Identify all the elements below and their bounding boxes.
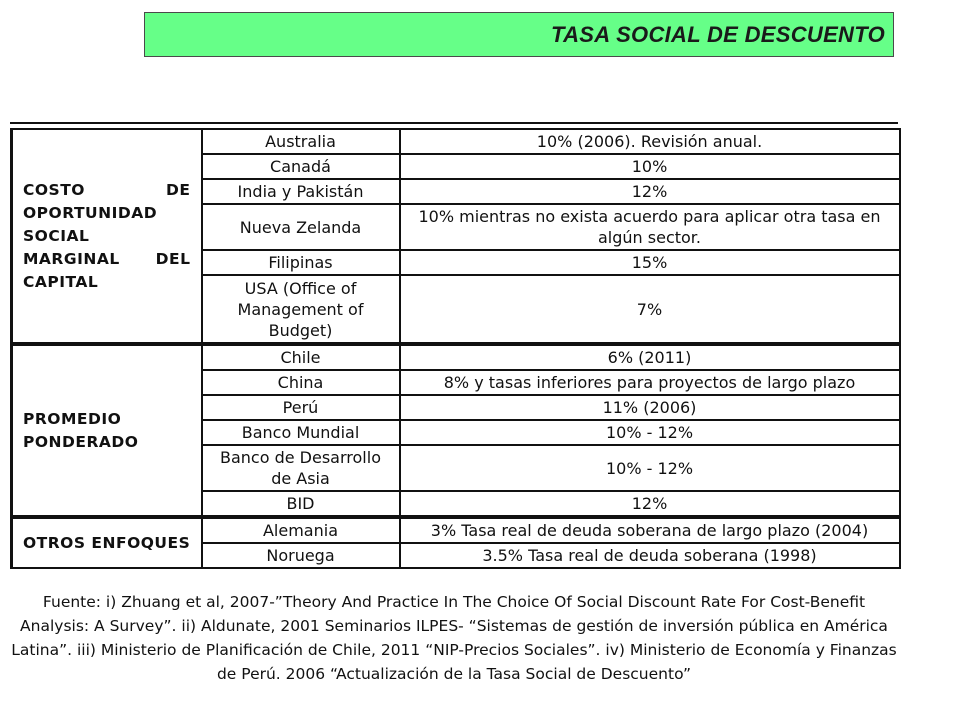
table-row — [12, 129, 900, 154]
rate-cell: 3% Tasa real de deuda soberana de largo plazo (2004) — [400, 517, 900, 543]
country-cell: USA (Office of Management of Budget) — [202, 275, 400, 344]
rate-cell: 15% — [400, 250, 900, 275]
country-cell: Banco Mundial — [202, 420, 400, 445]
source-citation: Fuente: i) Zhuang et al, 2007-”Theory And Practice In The Choice Of Social Discount Rate For Cost-Benefit Analysis: A Survey”. ii) Aldunate, 2001 Seminarios ILPES- “Sistemas de gestión de inversión pública en América Latina”. iii) Ministerio de Planificación de Chile, 2011 “NIP-Precios Sociales”. iv) Ministerio de Economía y Finanzas de Perú. 2006 “Actualización de la Tasa Social de Descuento” — [11, 593, 897, 683]
rate-cell: 10% — [400, 154, 900, 179]
country-cell: Filipinas — [202, 250, 400, 275]
country-cell: India y Pakistán — [202, 179, 400, 204]
table-row — [12, 517, 900, 543]
group-label-costo-oportunidad: COSTO DE OPORTUNIDAD SOCIAL MARGINAL DEL CAPITAL — [12, 129, 202, 344]
rate-cell: 10% - 12% — [400, 420, 900, 445]
table-row — [12, 344, 900, 370]
title-banner — [144, 12, 894, 57]
rate-cell: 12% — [400, 179, 900, 204]
rate-cell: 11% (2006) — [400, 395, 900, 420]
discount-rate-table — [10, 128, 901, 569]
country-cell: Nueva Zelanda — [202, 204, 400, 250]
country-cell: Chile — [202, 344, 400, 370]
rate-cell: 8% y tasas inferiores para proyectos de largo plazo — [400, 370, 900, 395]
rate-cell: 10% mientras no exista acuerdo para aplicar otra tasa en algún sector. — [400, 204, 900, 250]
rate-cell: 3.5% Tasa real de deuda soberana (1998) — [400, 543, 900, 568]
group-label-otros-enfoques: OTROS ENFOQUES — [12, 517, 202, 568]
page-title: TASA SOCIAL DE DESCUENTO — [551, 21, 885, 47]
country-cell: Perú — [202, 395, 400, 420]
rate-cell: 6% (2011) — [400, 344, 900, 370]
rate-cell: 7% — [400, 275, 900, 344]
rate-cell: 10% (2006). Revisión anual. — [400, 129, 900, 154]
rate-cell: 12% — [400, 491, 900, 517]
rate-cell: 10% - 12% — [400, 445, 900, 491]
country-cell: Canadá — [202, 154, 400, 179]
country-cell: Australia — [202, 129, 400, 154]
group-label-promedio-ponderado: PROMEDIO PONDERADO — [12, 344, 202, 517]
country-cell: Noruega — [202, 543, 400, 568]
country-cell: China — [202, 370, 400, 395]
country-cell: BID — [202, 491, 400, 517]
country-cell: Banco de Desarrollo de Asia — [202, 445, 400, 491]
country-cell: Alemania — [202, 517, 400, 543]
